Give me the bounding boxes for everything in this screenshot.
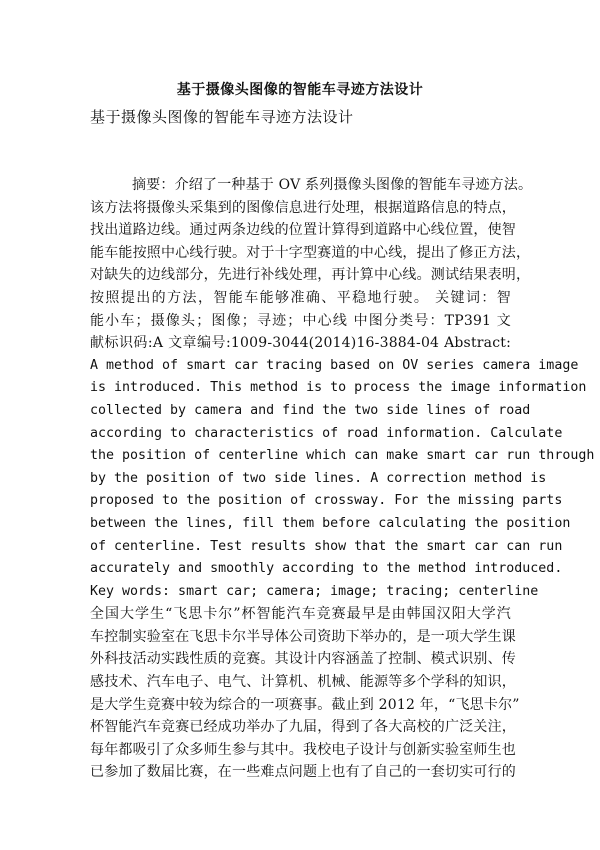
- document-body: [90, 174, 595, 784]
- text-line: 车控制实验室在飞思卡尔半导体公司资助下举办的，是一项大学生课: [90, 628, 516, 645]
- text-line: 对缺失的边线部分，先进行补线处理，再计算中心线。测试结果表明，: [90, 267, 531, 284]
- text-line: of centerline. Test results show that the smart car can run: [90, 538, 563, 554]
- text-line: the position of centerline which can make smart car run through: [90, 448, 595, 464]
- text-line: 能车能按照中心线行驶。对于十字型赛道的中心线，提出了修正方法，: [90, 244, 531, 261]
- text-line: is introduced. This method is to process the image information: [90, 380, 587, 396]
- text-line: accurately and smoothly according to the method introduced.: [90, 561, 563, 577]
- text-line: 全国大学生“飞思卡尔”杯智能汽车竞赛最早是由韩国汉阳大学汽: [90, 606, 511, 623]
- text-line: A method of smart car tracing based on OV series camera image: [90, 357, 579, 373]
- text-line: 按照提出的方法，智能车能够准确、平稳地行驶。 关键词：智: [90, 289, 511, 306]
- text-line: by the position of two side lines. A correction method is: [90, 470, 547, 486]
- text-line: 摘要：介绍了一种基于 OV 系列摄像头图像的智能车寻迹方法。: [132, 177, 533, 193]
- text-line: 杯智能汽车竞赛已经成功举办了九届，得到了各大高校的广泛关注，: [90, 719, 516, 736]
- text-line: according to characteristics of road information. Calculate: [90, 425, 563, 441]
- text-line: Key words: smart car; camera; image; tracing; centerline: [90, 583, 539, 599]
- text-line: 找出道路边线。通过两条边线的位置计算得到道路中心线位置，使智: [90, 222, 516, 239]
- text-line: 已参加了数届比赛，在一些难点问题上也有了自己的一套切实可行的: [90, 764, 516, 781]
- text-line: between the lines, fill them before calculating the position: [90, 515, 571, 531]
- text-line: 能小车；摄像头；图像；寻迹；中心线 中图分类号：TP391 文: [90, 312, 511, 329]
- text-line: 该方法将摄像头采集到的图像信息进行处理，根据道路信息的特点，: [90, 199, 516, 216]
- text-line: 是大学生竞赛中较为综合的一项赛事。截止到 2012 年，“飞思卡尔”: [90, 696, 520, 713]
- text-line: 每年都吸引了众多师生参与其中。我校电子设计与创新实验室师生也: [90, 741, 516, 758]
- text-line: collected by camera and find the two side lines of road: [90, 402, 531, 418]
- document-title: 基于摄像头图像的智能车寻迹方法设计: [176, 82, 424, 98]
- document-subtitle: 基于摄像头图像的智能车寻迹方法设计: [90, 108, 354, 126]
- text-line: 感技术、汽车电子、电气、计算机、机械、能源等多个学科的知识，: [90, 674, 516, 691]
- text-line: 献标识码:A 文章编号:1009-3044(2014)16-3884-04 Abstract:: [90, 335, 511, 352]
- text-line: proposed to the position of crossway. For the missing parts: [90, 493, 563, 509]
- text-line: 外科技活动实践性质的竞赛。其设计内容涵盖了控制、模式识别、传: [90, 651, 516, 668]
